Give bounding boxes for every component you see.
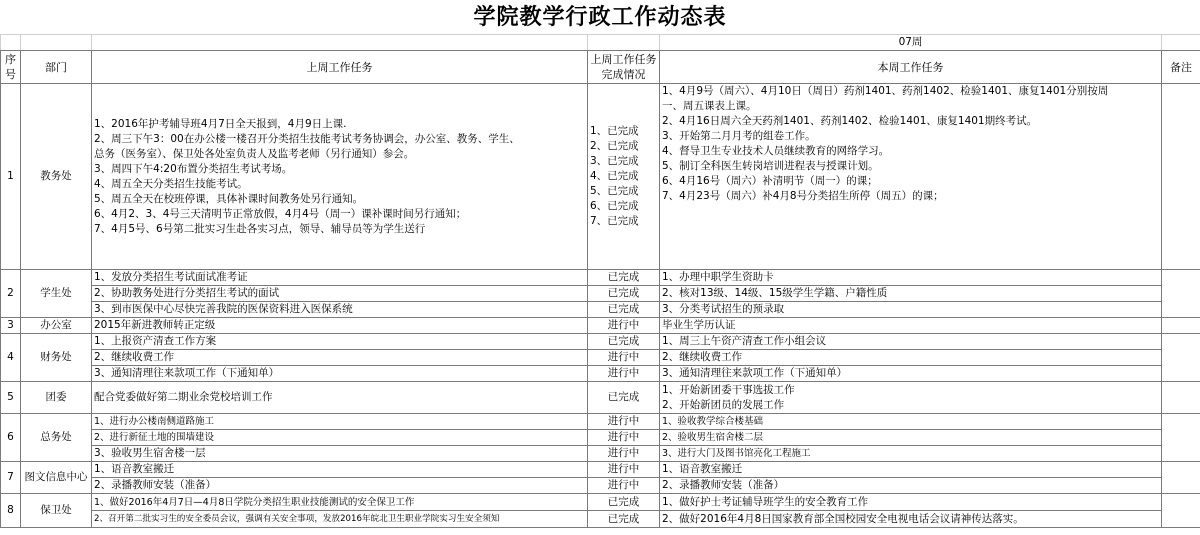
table-row [1,318,1200,334]
this-task-cell[interactable]: 3、分类考试招生的预录取 [660,302,1162,318]
this-task-cell[interactable]: 3、进行大门及图书馆亮化工程施工 [660,446,1162,462]
last-task-cell[interactable]: 2015年新进教师转正定级 [92,318,588,334]
last-task-cell[interactable]: 3、到市医保中心尽快完善我院的医保资料进入医保系统 [92,302,588,318]
this-task-cell[interactable]: 2、继续收费工作 [660,350,1162,366]
table-row [1,414,1200,430]
task-line: 6、4月2、3、4号三天清明节正常放假，4月4号（周一）课补课时间另行通知； [94,207,467,220]
status-cell[interactable]: 进行中 [588,478,660,494]
work-table [0,34,1200,528]
last-task-cell[interactable]: 1、发放分类招生考试面试准考证 [92,270,588,286]
row-dept: 团委 [21,382,92,414]
row-dept: 学生处 [21,270,92,318]
status-cell[interactable]: 进行中 [588,350,660,366]
this-task-cell[interactable]: 2、做好2016年4月8日国家教育部全国校园安全电视电话会议请神传达落实。 [660,511,1162,528]
table-row [1,478,1200,494]
row-seq: 2 [1,270,21,318]
this-task-cell[interactable]: 2、核对13级、14级、15级学生学籍、户籍性质 [660,286,1162,302]
status-cell[interactable]: 进行中 [588,430,660,446]
row-dept: 总务处 [21,414,92,462]
status-cell[interactable]: 已完成 [588,334,660,350]
task-line: 6、4月16号（周六）补清明节（周一）的课； [662,175,878,187]
task-line: 4、督导卫生专业技术人员继续教育的网络学习。 [662,145,890,157]
status-line: 2、已完成 [590,140,639,152]
header-note: 备注 [1162,51,1200,84]
last-task-cell[interactable]: 3、通知清理往来款项工作（下通知单） [92,366,588,382]
status-cell[interactable]: 已完成 [588,494,660,511]
table-row [1,511,1200,528]
header-seq: 序号 [1,51,21,84]
week-row [1,35,1200,51]
row-seq: 5 [1,382,21,414]
status-cell[interactable]: 进行中 [588,318,660,334]
row-seq: 1 [1,84,21,270]
table-row [1,84,1200,270]
status-cell[interactable]: 进行中 [588,414,660,430]
status-cell[interactable]: 进行中 [588,366,660,382]
task-line: 4、周五全天分类招生技能考试。 [94,177,248,190]
task-line: 3、开始第二月月考的组卷工作。 [662,130,816,142]
table-row [1,286,1200,302]
table-row [1,334,1200,350]
header-dept: 部门 [21,51,92,84]
last-task-cell[interactable]: 配合党委做好第二期业余党校培训工作 [92,382,588,414]
last-task-cell[interactable]: 2、继续收费工作 [92,350,588,366]
last-task-cell[interactable]: 1、进行办公楼南侧道路施工 [92,414,588,430]
status-cell[interactable]: 已完成 [588,302,660,318]
task-line: 2、周三下午3：00在办公楼一楼召开分类招生技能考试考务协调会，办公室、教务、学生、 [94,132,520,145]
this-tasks-cell[interactable] [660,382,1162,414]
status-cell[interactable]: 进行中 [588,462,660,478]
row-seq: 4 [1,334,21,382]
table-row [1,462,1200,478]
note-cell[interactable] [1162,270,1200,318]
sheet-title: 学院教学行政工作动态表 [0,0,1200,35]
note-cell[interactable] [1162,414,1200,462]
header-last-status: 上周工作任务完成情况 [588,51,660,84]
status-cell[interactable]: 已完成 [588,382,660,414]
status-line: 6、已完成 [590,200,639,212]
task-line: 总务（医务室）、保卫处各处室负责人及监考老师（另行通知）参会。 [94,147,415,160]
status-line: 1、已完成 [590,125,639,137]
table-row [1,430,1200,446]
status-line: 3、已完成 [590,155,639,167]
task-line: 2、开始新团员的发展工作 [662,398,785,411]
row-seq: 3 [1,318,21,334]
this-task-cell[interactable]: 1、周三上午资产清查工作小组会议 [660,334,1162,350]
last-task-cell[interactable]: 2、召开第二批实习生的安全委员会议，强调有关安全事项，发放2016年皖北卫生职业学院实习生安全须知 [92,511,588,528]
note-cell[interactable] [1162,334,1200,382]
task-line: 一、周五课表上课。 [662,100,757,112]
this-task-cell[interactable]: 1、语音教室搬迁 [660,462,1162,478]
status-line: 5、已完成 [590,185,639,197]
task-line: 2、4月16日周六全天药剂1401、药剂1402、检验1401、康复1401期终考试。 [662,115,1038,127]
status-cell[interactable]: 已完成 [588,511,660,528]
task-line: 5、周五全天在校班停课，具体补课时间教务处另行通知。 [94,192,364,205]
note-cell[interactable] [1162,494,1200,528]
row-dept: 办公室 [21,318,92,334]
status-line: 4、已完成 [590,170,639,182]
note-cell[interactable] [1162,462,1200,494]
week-label: 07周 [660,35,1162,51]
table-row [1,494,1200,511]
row-dept: 图文信息中心 [21,462,92,494]
note-cell[interactable] [1162,318,1200,334]
last-task-cell[interactable]: 2、录播教师安装（准备） [92,478,588,494]
this-task-cell[interactable]: 3、通知清理往来款项工作（下通知单） [660,366,1162,382]
row-seq: 8 [1,494,21,528]
task-line: 1、4月9号（周六）、4月10日（周日）药剂1401、药剂1402、检验1401、康复1401分别按周 [662,85,1109,97]
task-line: 7、4月5号、6号第二批实习生赴各实习点，领导、辅导员等为学生送行 [94,222,426,235]
last-task-cell[interactable]: 3、验收男生宿舍楼一层 [92,446,588,462]
task-line: 7、4月23号（周六）补4月8号分类招生所停（周五）的课； [662,190,944,202]
status-cell[interactable]: 进行中 [588,446,660,462]
row-dept: 保卫处 [21,494,92,528]
task-line: 1、2016年护考辅导班4月7日全天报到，4月9日上课. [94,117,347,130]
note-cell[interactable] [1162,382,1200,414]
row-dept: 财务处 [21,334,92,382]
last-task-cell[interactable]: 1、做好2016年4月7日—4月8日学院分类招生职业技能测试的安全保卫工作 [92,494,588,511]
status-cell[interactable]: 已完成 [588,286,660,302]
last-task-cell[interactable]: 1、语音教室搬迁 [92,462,588,478]
table-row [1,350,1200,366]
last-task-cell[interactable]: 2、协助教务处进行分类招生考试的面试 [92,286,588,302]
header-this-tasks: 本周工作任务 [660,51,1162,84]
this-tasks-cell[interactable] [660,84,1162,270]
header-row [1,51,1200,84]
status-line: 7、已完成 [590,215,639,227]
this-task-cell[interactable]: 1、办理中职学生资助卡 [660,270,1162,286]
task-line: 3、周四下午4:20布置分类招生考试考场。 [94,162,293,175]
last-task-cell[interactable]: 2、进行新征土地的围墙建设 [92,430,588,446]
table-row [1,366,1200,382]
task-line: 1、开始新团委干事选拔工作 [662,383,795,396]
table-row [1,382,1200,414]
last-tasks-cell[interactable] [92,84,588,270]
table-row [1,270,1200,286]
note-cell[interactable] [1162,84,1200,270]
row-dept: 教务处 [21,84,92,270]
row-seq: 7 [1,462,21,494]
row-seq: 6 [1,414,21,462]
this-task-cell[interactable]: 1、验收教学综合楼基础 [660,414,1162,430]
this-task-cell[interactable]: 1、做好护士考证辅导班学生的安全教育工作 [660,494,1162,511]
task-line: 5、制订全科医生转岗培训进程表与授课计划。 [662,160,879,172]
table-row [1,302,1200,318]
this-task-cell[interactable]: 2、录播教师安装（准备） [660,478,1162,494]
last-task-cell[interactable]: 1、上报资产清查工作方案 [92,334,588,350]
this-task-cell[interactable]: 2、验收男生宿舍楼二层 [660,430,1162,446]
table-row [1,446,1200,462]
this-task-cell[interactable]: 毕业生学历认证 [660,318,1162,334]
status-cell[interactable] [588,84,660,270]
status-cell[interactable]: 已完成 [588,270,660,286]
header-last-tasks: 上周工作任务 [92,51,588,84]
